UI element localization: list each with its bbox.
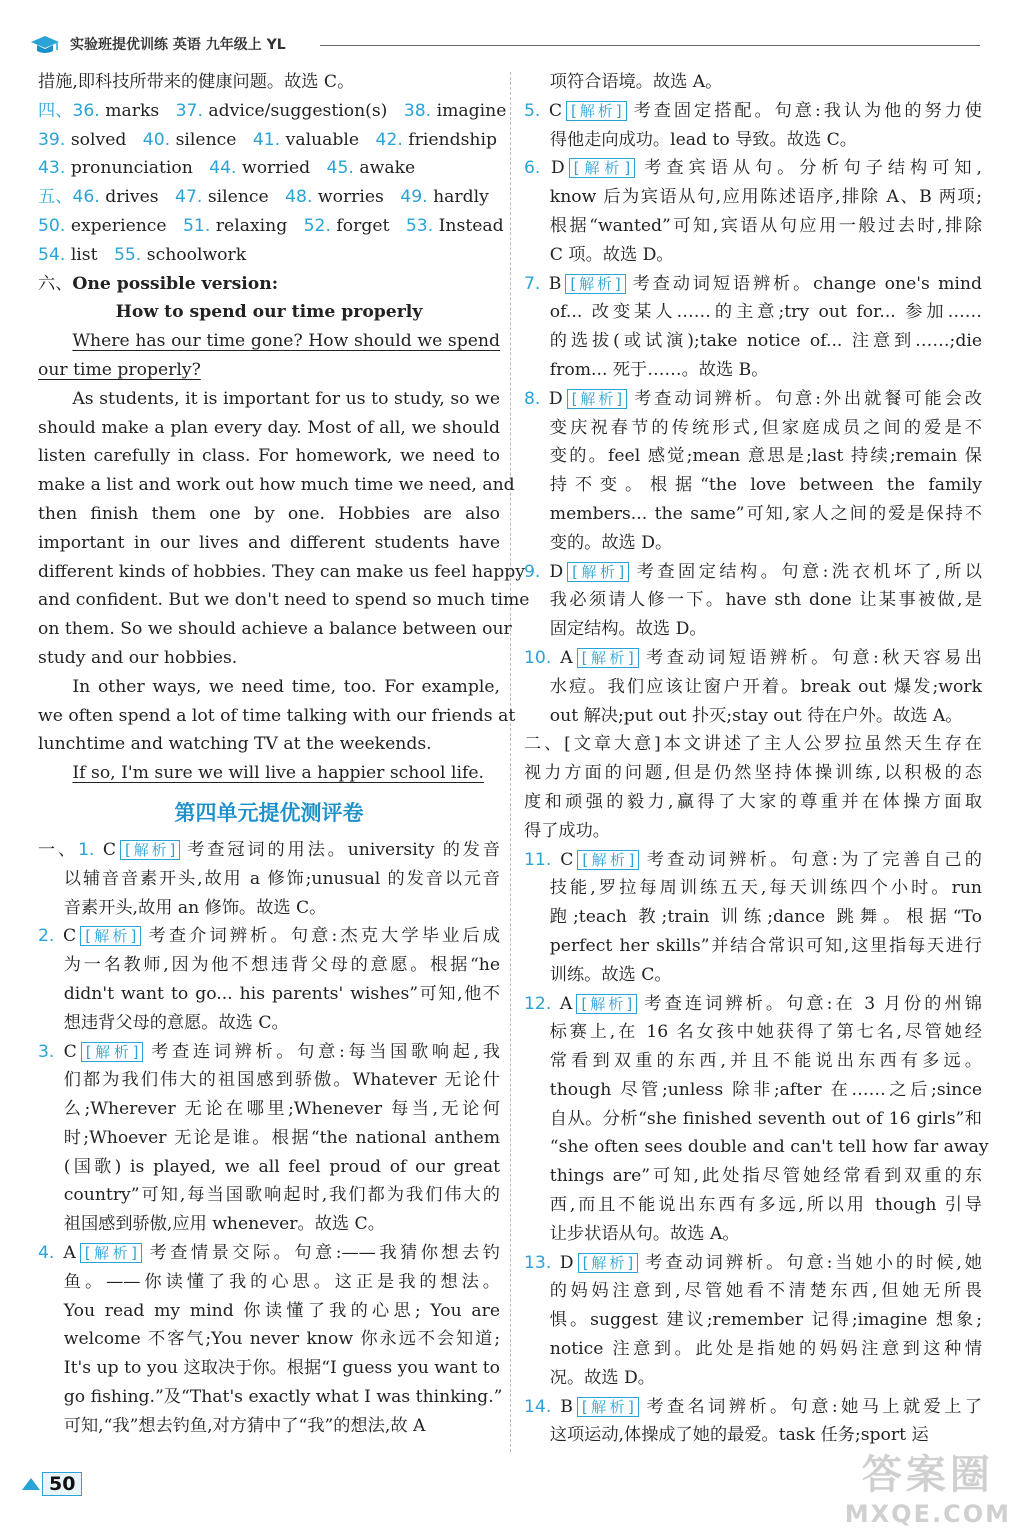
section-5-label: 五、 <box>38 187 73 208</box>
analysis-text: 考查动词辨析。句意:为了完善自己的 <box>643 849 982 870</box>
answer-word: experience <box>70 215 167 236</box>
answer-number: 55. <box>113 244 142 265</box>
analysis-text: 根据“wanted”可知,宾语从句应用一般过去时,排除 <box>549 215 982 236</box>
question-item <box>524 558 982 587</box>
question-line <box>524 212 982 241</box>
question-item <box>524 154 982 183</box>
analysis-text: things are”可知,此处指尽管她经常看到双重的东 <box>549 1166 982 1187</box>
analysis-text: 跑;teach 教;train 训练;dance 跳舞。根据“To <box>549 907 982 928</box>
question-item <box>524 385 982 414</box>
answer-word: advice/suggestion(s) <box>208 100 388 121</box>
analysis-text: know 后为宾语从句,应用陈述语序,排除 A、B 两项; <box>549 187 982 208</box>
answer-word: pronunciation <box>70 158 193 179</box>
answer-word: drives <box>105 187 159 208</box>
analysis-text: 我必须请人修一下。have sth done 让某事被做,是 <box>549 590 982 611</box>
section-5-row-2 <box>38 212 504 241</box>
answer-letter: A <box>560 647 573 668</box>
analysis-text: 自从。分析“she finished seventh out of 16 girls”和 <box>549 1108 982 1129</box>
essay-line: our time properly? <box>38 359 201 380</box>
question-line <box>38 1009 500 1038</box>
answer-word: marks <box>105 100 160 121</box>
section-4-row-2 <box>38 126 500 155</box>
analysis-text: 考查冠词的用法。university 的发音 <box>184 839 500 860</box>
analysis-text: 为一名教师,因为他不想违背父母的意愿。根据“he <box>63 955 500 976</box>
essay-line: listen carefully in class. For homework, we need to <box>38 446 500 467</box>
question-number: 10. <box>524 647 552 668</box>
question-line <box>524 1335 982 1364</box>
one-possible-version: One possible version: <box>72 273 279 294</box>
answer-word: solved <box>70 129 127 150</box>
analysis-tag: [解析] <box>577 850 639 870</box>
question-item <box>38 1038 500 1067</box>
analysis-text: 考查宾语从句。分析句子结构可知, <box>639 158 982 179</box>
question-line <box>524 874 982 903</box>
analysis-text: 训练。故选 C。 <box>549 964 672 985</box>
essay-line: we often spend a lot of time talking with our friends at <box>38 705 516 726</box>
essay-line: As students, it is important for us to study, so we <box>72 388 500 409</box>
answer-letter: D <box>550 158 565 179</box>
page-header <box>30 32 980 58</box>
question-line <box>38 1325 500 1354</box>
question-number: 11. <box>524 849 552 870</box>
answer-word: imagine <box>436 100 507 121</box>
essay-title: How to spend our time properly <box>115 302 423 323</box>
analysis-text: 这项运动,体操成了她的最爱。task 任务;sport 运 <box>549 1425 929 1446</box>
summary-line: 视力方面的问题,但是仍然坚持体操训练,以积极的态 <box>524 763 982 784</box>
question-line <box>38 1153 500 1182</box>
analysis-text: 水痘。我们应该让窗户开着。break out 爆发;work <box>549 676 982 697</box>
analysis-text: 音素开头,故用 an 修饰。故选 C。 <box>63 897 327 918</box>
answer-letter: D <box>548 388 563 409</box>
analysis-text: 固定结构。故选 D。 <box>549 619 707 640</box>
essay-line: different kinds of hobbies. They can make us feel happy <box>38 561 525 582</box>
analysis-text: go fishing.”及“That's exactly what I was thinking.” <box>63 1387 503 1408</box>
analysis-text: 的妈妈注意到,尽管她看不清楚东西,但她无所畏 <box>549 1281 982 1302</box>
question-line <box>38 894 500 923</box>
question-line <box>38 865 500 894</box>
essay-line: should make a plan every day. Most of all, we should <box>38 417 500 438</box>
analysis-text: 变庆祝春节的传统形式,但家庭成员之间的爱是不 <box>549 417 982 438</box>
analysis-text: 持不变。根据“the love between the family <box>549 475 982 496</box>
answer-number: 46. <box>72 187 100 208</box>
answer-letter: A <box>559 993 573 1014</box>
question-line <box>38 1210 500 1239</box>
essay-line: Where has our time gone? How should we spend <box>72 331 500 352</box>
answer-word: friendship <box>408 129 498 150</box>
analysis-tag: [解析] <box>80 1243 142 1263</box>
question-line <box>524 356 982 385</box>
section-4-row-1 <box>38 97 507 126</box>
analysis-text: 鱼。——你读懂了我的心思。这正是我的想法。 <box>63 1271 500 1292</box>
answer-word: list <box>70 244 98 265</box>
analysis-text: 考查动词辨析。句意:当她小的时候,她 <box>642 1252 982 1273</box>
question-line <box>38 980 500 1009</box>
answer-letter: C <box>102 839 117 860</box>
question-line <box>524 241 982 270</box>
question-line <box>524 414 982 443</box>
answer-letter: C <box>63 1041 77 1062</box>
question-line <box>524 673 982 702</box>
analysis-text: 时;Whoever 无论是谁。根据“the national anthem <box>63 1127 500 1148</box>
analysis-text: welcome 不客气;You never know 你永远不会知道; <box>63 1329 500 1350</box>
left-column <box>38 68 530 1441</box>
question-item <box>524 644 982 673</box>
essay-line: then finish them one by one. Hobbies are also <box>38 503 500 524</box>
analysis-tag: [解析] <box>80 926 141 946</box>
analysis-text: 考查连词辨析。句意:每当国歌响起,我 <box>147 1041 500 1062</box>
analysis-text: 考查固定搭配。句意:我认为他的努力使 <box>630 100 982 121</box>
analysis-text: 想违背父母的意愿。故选 C。 <box>63 1012 289 1033</box>
answer-word: hardly <box>433 187 489 208</box>
answer-number: 38. <box>403 100 432 121</box>
analysis-tag: [解析] <box>81 1042 144 1062</box>
question-item <box>38 836 500 865</box>
analysis-text: 变的。故选 D。 <box>549 532 673 553</box>
unit-title: 第四单元提优测评卷 <box>174 800 364 825</box>
analysis-text: 标赛上,在 16 名女孩中她获得了第七名,尽管她经 <box>549 1022 982 1043</box>
graduation-cap-icon <box>30 34 60 56</box>
analysis-tag: [解析] <box>577 1397 639 1417</box>
analysis-text: 变的。feel 感觉;mean 意思是;last 持续;remain 保 <box>549 446 982 467</box>
section-5-row-3 <box>38 241 500 270</box>
question-number: 9. <box>524 561 541 582</box>
analysis-text: notice 注意到。此处是指她的妈妈注意到这种情 <box>549 1339 982 1360</box>
answer-number: 41. <box>252 129 281 150</box>
question-number: 5. <box>524 100 541 121</box>
question-line <box>524 500 982 529</box>
essay-line: lunchtime and watching TV at the weekends. <box>38 734 432 755</box>
answer-number: 43. <box>38 158 66 179</box>
analysis-text: 考查情景交际。句意:——我猜你想去钓 <box>146 1243 500 1264</box>
question-line <box>38 1383 503 1412</box>
answer-number: 52. <box>303 215 331 236</box>
essay-line: study and our hobbies. <box>38 647 238 668</box>
analysis-text: It's up to you 这取决于你。根据“I guess you want to <box>63 1358 500 1379</box>
analysis-text: of... 改变某人……的主意;try out for... 参加…… <box>549 302 982 323</box>
question-line <box>524 183 982 212</box>
answer-number: 44. <box>209 158 237 179</box>
answer-number: 42. <box>375 129 403 150</box>
summary-line: 度和顽强的毅力,赢得了大家的尊重并在体操方面取 <box>524 791 982 812</box>
section-5-row-1 <box>38 183 500 212</box>
question-item <box>524 1249 982 1278</box>
right-column <box>524 68 989 1450</box>
question-item <box>524 1393 982 1422</box>
question-line <box>524 471 982 500</box>
section-2-label: 二、 <box>524 734 565 755</box>
analysis-text: 考查动词短语辨析。句意:秋天容易出 <box>642 647 982 668</box>
question-line <box>524 1277 982 1306</box>
analysis-text: 么;Wherever 无论在哪里;Whenever 每当,无论何 <box>63 1099 500 1120</box>
analysis-text: 惧。suggest 建议;remember 记得;imagine 想象; <box>549 1310 982 1331</box>
question-line <box>524 615 982 644</box>
question-number: 8. <box>524 388 541 409</box>
answer-letter: C <box>63 926 77 947</box>
analysis-text: didn't want to go... his parents' wishes”可知,他不 <box>63 983 500 1004</box>
essay-line: make a list and work out how much time we need, and <box>38 475 515 496</box>
question-line <box>524 961 982 990</box>
analysis-text: 让步状语从句。故选 A。 <box>549 1223 740 1244</box>
home-icon <box>22 1478 40 1490</box>
section-6-heading <box>38 270 500 299</box>
question-line <box>38 1268 500 1297</box>
question-line <box>524 1076 982 1105</box>
question-item <box>524 846 982 875</box>
analysis-text: 考查连词辨析。句意:在 3 月份的州锦 <box>641 993 982 1014</box>
section-4-row-3 <box>38 154 500 183</box>
analysis-tag: [解析] <box>578 1253 639 1273</box>
answer-word: schoolwork <box>146 244 247 265</box>
analysis-text: 考查动词短语辨析。change one's mind <box>629 273 982 294</box>
analysis-text: 们都为我们伟大的祖国感到骄傲。Whatever 无论什 <box>63 1070 500 1091</box>
question-number: 14. <box>524 1396 552 1417</box>
answer-word: valuable <box>285 129 360 150</box>
question-item <box>524 97 982 126</box>
analysis-text: 得他走向成功。lead to 导致。故选 C。 <box>549 129 857 150</box>
page-number-label: 50 <box>42 1472 82 1496</box>
analysis-text: 祖国感到骄傲,应用 whenever。故选 C。 <box>63 1214 385 1235</box>
analysis-text: perfect her skills”并结合常识可知,这里指每天进行 <box>549 935 982 956</box>
question-line <box>524 126 982 155</box>
analysis-text: 考查固定结构。句意:洗衣机坏了,所以 <box>633 561 982 582</box>
answer-number: 49. <box>400 187 428 208</box>
answer-letter: C <box>548 100 562 121</box>
question-line <box>524 1105 982 1134</box>
analysis-text: C 项。故选 D。 <box>549 244 674 265</box>
answer-number: 48. <box>285 187 313 208</box>
answer-word: silence <box>207 187 269 208</box>
analysis-text: 西,而且不能说出东西有多远,所以用 though 引导 <box>549 1195 982 1216</box>
question-line <box>524 298 982 327</box>
answer-word: awake <box>359 158 416 179</box>
answer-number: 39. <box>38 129 66 150</box>
question-line <box>524 1047 982 1076</box>
essay-line: on them. So we should achieve a balance between our <box>38 619 512 640</box>
header-title: 实验班提优训练 英语 九年级上 YL <box>70 37 286 53</box>
question-line <box>524 702 982 731</box>
analysis-text: 况。故选 D。 <box>549 1367 655 1388</box>
answer-word: forget <box>336 215 390 236</box>
summary-line: 二、[文章大意]本文讲述了主人公罗拉虽然天生存在 <box>524 734 982 755</box>
analysis-text: 的选拔(或试演);take notice of... 注意到……;die <box>549 331 982 352</box>
question-line <box>524 1018 982 1047</box>
section-6-label: 六、 <box>38 273 73 294</box>
essay-line: important in our lives and different students have <box>38 532 500 553</box>
answer-number: 36. <box>72 100 100 121</box>
question-line <box>38 1124 500 1153</box>
question-line <box>524 327 982 356</box>
section-1-label: 一、 <box>38 839 79 860</box>
answer-number: 51. <box>183 215 211 236</box>
analysis-tag: [解析] <box>120 840 180 860</box>
question-line <box>524 932 982 961</box>
header-rule <box>320 45 980 46</box>
analysis-text: though 尽管;unless 除非;after 在……之后;since <box>549 1079 982 1100</box>
answer-number: 40. <box>142 129 171 150</box>
question-number: 6. <box>524 158 541 179</box>
answer-letter: C <box>560 849 574 870</box>
analysis-text: out 解决;put out 扑灭;stay out 待在户外。故选 A。 <box>549 705 963 726</box>
analysis-tag: [解析] <box>576 994 637 1014</box>
question-line <box>524 1364 982 1393</box>
question-line <box>524 1306 982 1335</box>
page-number <box>22 1472 82 1500</box>
watermark: 答案圈 MXQE.COM <box>844 1452 1011 1528</box>
answer-letter: D <box>559 1252 574 1273</box>
essay-last-line: If so, I'm sure we will live a happier school life. <box>72 763 485 784</box>
analysis-text: You read my mind 你读懂了我的心思; You are <box>63 1300 500 1321</box>
question-item <box>38 1239 500 1268</box>
question-line <box>524 529 982 558</box>
answer-number: 47. <box>175 187 203 208</box>
summary-line: 得了成功。 <box>524 820 610 841</box>
analysis-tag: [解析] <box>577 648 639 668</box>
summary-tag: [文章大意] <box>564 734 661 755</box>
analysis-text: 以辅音音素开头,故用 a 修饰;unusual 的发音以元音 <box>63 868 500 889</box>
answer-letter: A <box>63 1243 76 1264</box>
question-number: 4. <box>38 1243 55 1264</box>
question-line <box>524 586 982 615</box>
answer-number: 45. <box>326 158 354 179</box>
question-item <box>524 270 982 299</box>
question-number: 1. <box>78 839 95 860</box>
question-number: 12. <box>524 993 552 1014</box>
answer-number: 53. <box>405 215 434 236</box>
analysis-tag: [解析] <box>565 274 625 294</box>
question-item <box>524 990 982 1019</box>
analysis-tag: [解析] <box>566 101 627 121</box>
essay-line: and confident. But we don't need to spend so much time <box>38 590 530 611</box>
question-line <box>524 1220 982 1249</box>
question-number: 3. <box>38 1041 55 1062</box>
intro-line: 措施,即科技所带来的健康问题。故选 C。 <box>38 72 355 92</box>
analysis-tag: [解析] <box>569 158 636 178</box>
question-line <box>524 1191 982 1220</box>
question-item <box>38 922 500 951</box>
question-line <box>524 442 982 471</box>
analysis-tag: [解析] <box>567 562 629 582</box>
essay-line: In other ways, we need time, too. For example, <box>72 676 500 697</box>
answer-letter: B <box>560 1396 573 1417</box>
question-line <box>38 1412 500 1441</box>
answer-word: worries <box>317 187 384 208</box>
answer-word: worried <box>241 158 311 179</box>
analysis-text: 考查名词辨析。句意:她马上就爱上了 <box>642 1396 982 1417</box>
question-line <box>38 1066 500 1095</box>
analysis-text: 常看到双重的东西,并且不能说出东西有多远。 <box>549 1051 982 1072</box>
analysis-text: (国歌) is played, we all feel proud of our great <box>63 1156 500 1177</box>
analysis-text: “she often sees double and can't tell how far away <box>549 1137 989 1158</box>
answer-number: 37. <box>175 100 203 121</box>
analysis-text: members... the same”可知,家人之间的爱是保持不 <box>549 503 982 524</box>
analysis-text: country”可知,每当国歌响起时,我们都为我们伟大的 <box>63 1185 500 1206</box>
analysis-text: 考查动词辨析。句意:外出就餐可能会改 <box>631 388 982 409</box>
question-line <box>524 1162 982 1191</box>
question-line <box>38 1181 500 1210</box>
answer-letter: B <box>548 273 562 294</box>
question-number: 2. <box>38 926 55 947</box>
analysis-text: 考查介词辨析。句意:杰克大学毕业后成 <box>145 926 500 947</box>
answer-word: relaxing <box>215 215 288 236</box>
question-line <box>38 951 500 980</box>
answer-letter: D <box>549 561 564 582</box>
column-divider <box>510 72 511 1452</box>
continued-line: 项符合语境。故选 A。 <box>549 72 723 92</box>
answer-word: Instead <box>438 215 504 236</box>
answer-number: 50. <box>38 215 66 236</box>
analysis-text: from... 死于……。故选 B。 <box>549 359 769 380</box>
question-line <box>38 1297 500 1326</box>
answer-word: silence <box>175 129 237 150</box>
question-line <box>524 1133 989 1162</box>
analysis-tag: [解析] <box>567 389 628 409</box>
question-line <box>38 1354 500 1383</box>
answer-number: 54. <box>38 244 66 265</box>
question-number: 7. <box>524 273 541 294</box>
analysis-text: 可知,“我”想去钓鱼,对方猜中了“我”的想法,故 A <box>63 1415 426 1436</box>
section-4-label: 四、 <box>38 100 73 121</box>
analysis-text: 技能,罗拉每周训练五天,每天训练四个小时。run <box>549 878 982 899</box>
question-line <box>38 1095 500 1124</box>
question-number: 13. <box>524 1252 552 1273</box>
question-line <box>524 903 982 932</box>
